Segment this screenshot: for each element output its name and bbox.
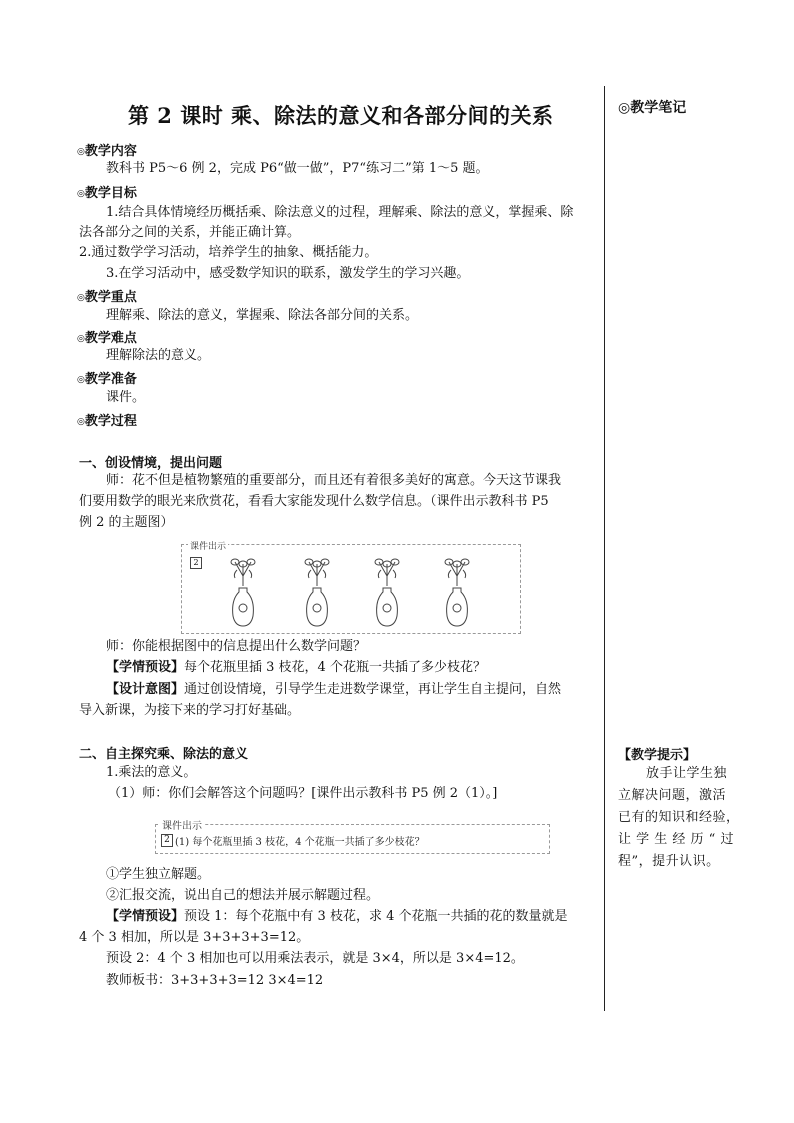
goal-1-cont: 法各部分之间的关系，并能正确计算。 [79, 225, 301, 240]
flower-vase-image [367, 556, 407, 628]
courseware-label: 课件出示 [160, 817, 204, 832]
part1-paragraph-cont2: 例 2 的主题图） [79, 515, 174, 530]
part2-sub1: 1.乘法的意义。 [106, 765, 197, 780]
step-report: ②汇报交流，说出自己的想法并展示解题过程。 [106, 888, 380, 903]
section-heading-goals: ◎教学目标 [77, 186, 137, 201]
key-text: 理解乘、除法的意义，掌握乘、除法各部分间的关系。 [106, 308, 419, 323]
example-number-badge: 2 [161, 834, 173, 847]
goal-3: 3.在学习活动中，感受数学知识的联系，激发学生的学习兴趣。 [106, 266, 470, 281]
part1-preset: 【学情预设】每个花瓶里插 3 枝花，4 个花瓶一共插了多少枝花？ [106, 660, 486, 675]
part1-question: 师：你能根据图中的信息提出什么数学问题？ [106, 639, 367, 654]
part1-design-intent-cont: 导入新课，为接下来的学习打好基础。 [79, 703, 301, 718]
goal-2: 2.通过数学学习活动，培养学生的抽象、概括能力。 [79, 245, 378, 260]
part2-question: （1）师：你们会解答这个问题吗？[课件出示教科书 P5 例 2（1）。] [108, 786, 498, 801]
part2-heading: 二、自主探究乘、除法的意义 [79, 747, 249, 762]
teacher-board: 教师板书：3+3+3+3=12 3×4=12 [106, 973, 324, 988]
section-heading-key: ◎教学重点 [77, 290, 137, 305]
teaching-tip-line: 已有的知识和经验， [618, 810, 740, 825]
part1-paragraph: 师：花不但是植物繁殖的重要部分，而且还有着很多美好的寓意。今天这节课我 [106, 473, 562, 488]
part1-heading: 一、创设情境，提出问题 [79, 456, 223, 471]
part2-preset-1: 【学情预设】预设 1：每个花瓶中有 3 枝花，求 4 个花瓶一共插的花的数量就是 [106, 909, 568, 924]
example-number-badge: 2 [190, 557, 202, 569]
flower-vase-image [437, 556, 477, 628]
part1-paragraph-cont: 们要用数学的眼光来欣赏花，看看大家能发现什么数学信息。（课件出示教科书 P5 [79, 494, 549, 509]
section-heading-prep: ◎教学准备 [77, 372, 137, 387]
difficult-text: 理解除法的意义。 [106, 348, 211, 363]
lesson-title: 第 2 课时 乘、除法的意义和各部分间的关系 [128, 103, 554, 128]
teaching-tip-title: 【教学提示】 [618, 748, 697, 763]
margin-divider [604, 86, 605, 1011]
teaching-tip-line: 立解决问题，激活 [618, 788, 727, 803]
step-independent: ①学生独立解题。 [106, 867, 211, 882]
section-heading-process: ◎教学过程 [77, 414, 137, 429]
prep-text: 课件。 [106, 390, 146, 405]
section-heading-content: ◎教学内容 [77, 144, 137, 159]
courseware-question-text: (1) 每个花瓶里插 3 枝花，4 个花瓶一共插了多少枝花？ [175, 837, 425, 848]
teaching-tip-line: 放手让学生独 [646, 766, 728, 781]
teaching-notes-title: ◎教学笔记 [618, 100, 687, 116]
courseware-label: 课件出示 [188, 539, 228, 552]
part2-preset-2: 预设 2：4 个 3 相加也可以用乘法表示，就是 3×4，所以是 3×4=12。 [106, 951, 524, 966]
content-text: 教科书 P5～6 例 2，完成 P6“做一做”，P7“练习二”第 1～5 题。 [106, 161, 489, 176]
flower-vase-image [223, 556, 263, 628]
section-heading-difficult: ◎教学难点 [77, 331, 137, 346]
teaching-tip-line: 让 学 生 经 历 “ 过 [618, 832, 734, 847]
part1-design-intent: 【设计意图】通过创设情境，引导学生走进数学课堂，再让学生自主提问，自然 [106, 682, 562, 697]
part2-preset-1-cont: 4 个 3 相加，所以是 3+3+3+3=12。 [79, 930, 310, 945]
flower-vase-image [297, 556, 337, 628]
goal-1: 1.结合具体情境经历概括乘、除法意义的过程，理解乘、除法的意义，掌握乘、除 [106, 205, 574, 220]
teaching-tip-line: 程”，提升认识。 [618, 854, 720, 869]
